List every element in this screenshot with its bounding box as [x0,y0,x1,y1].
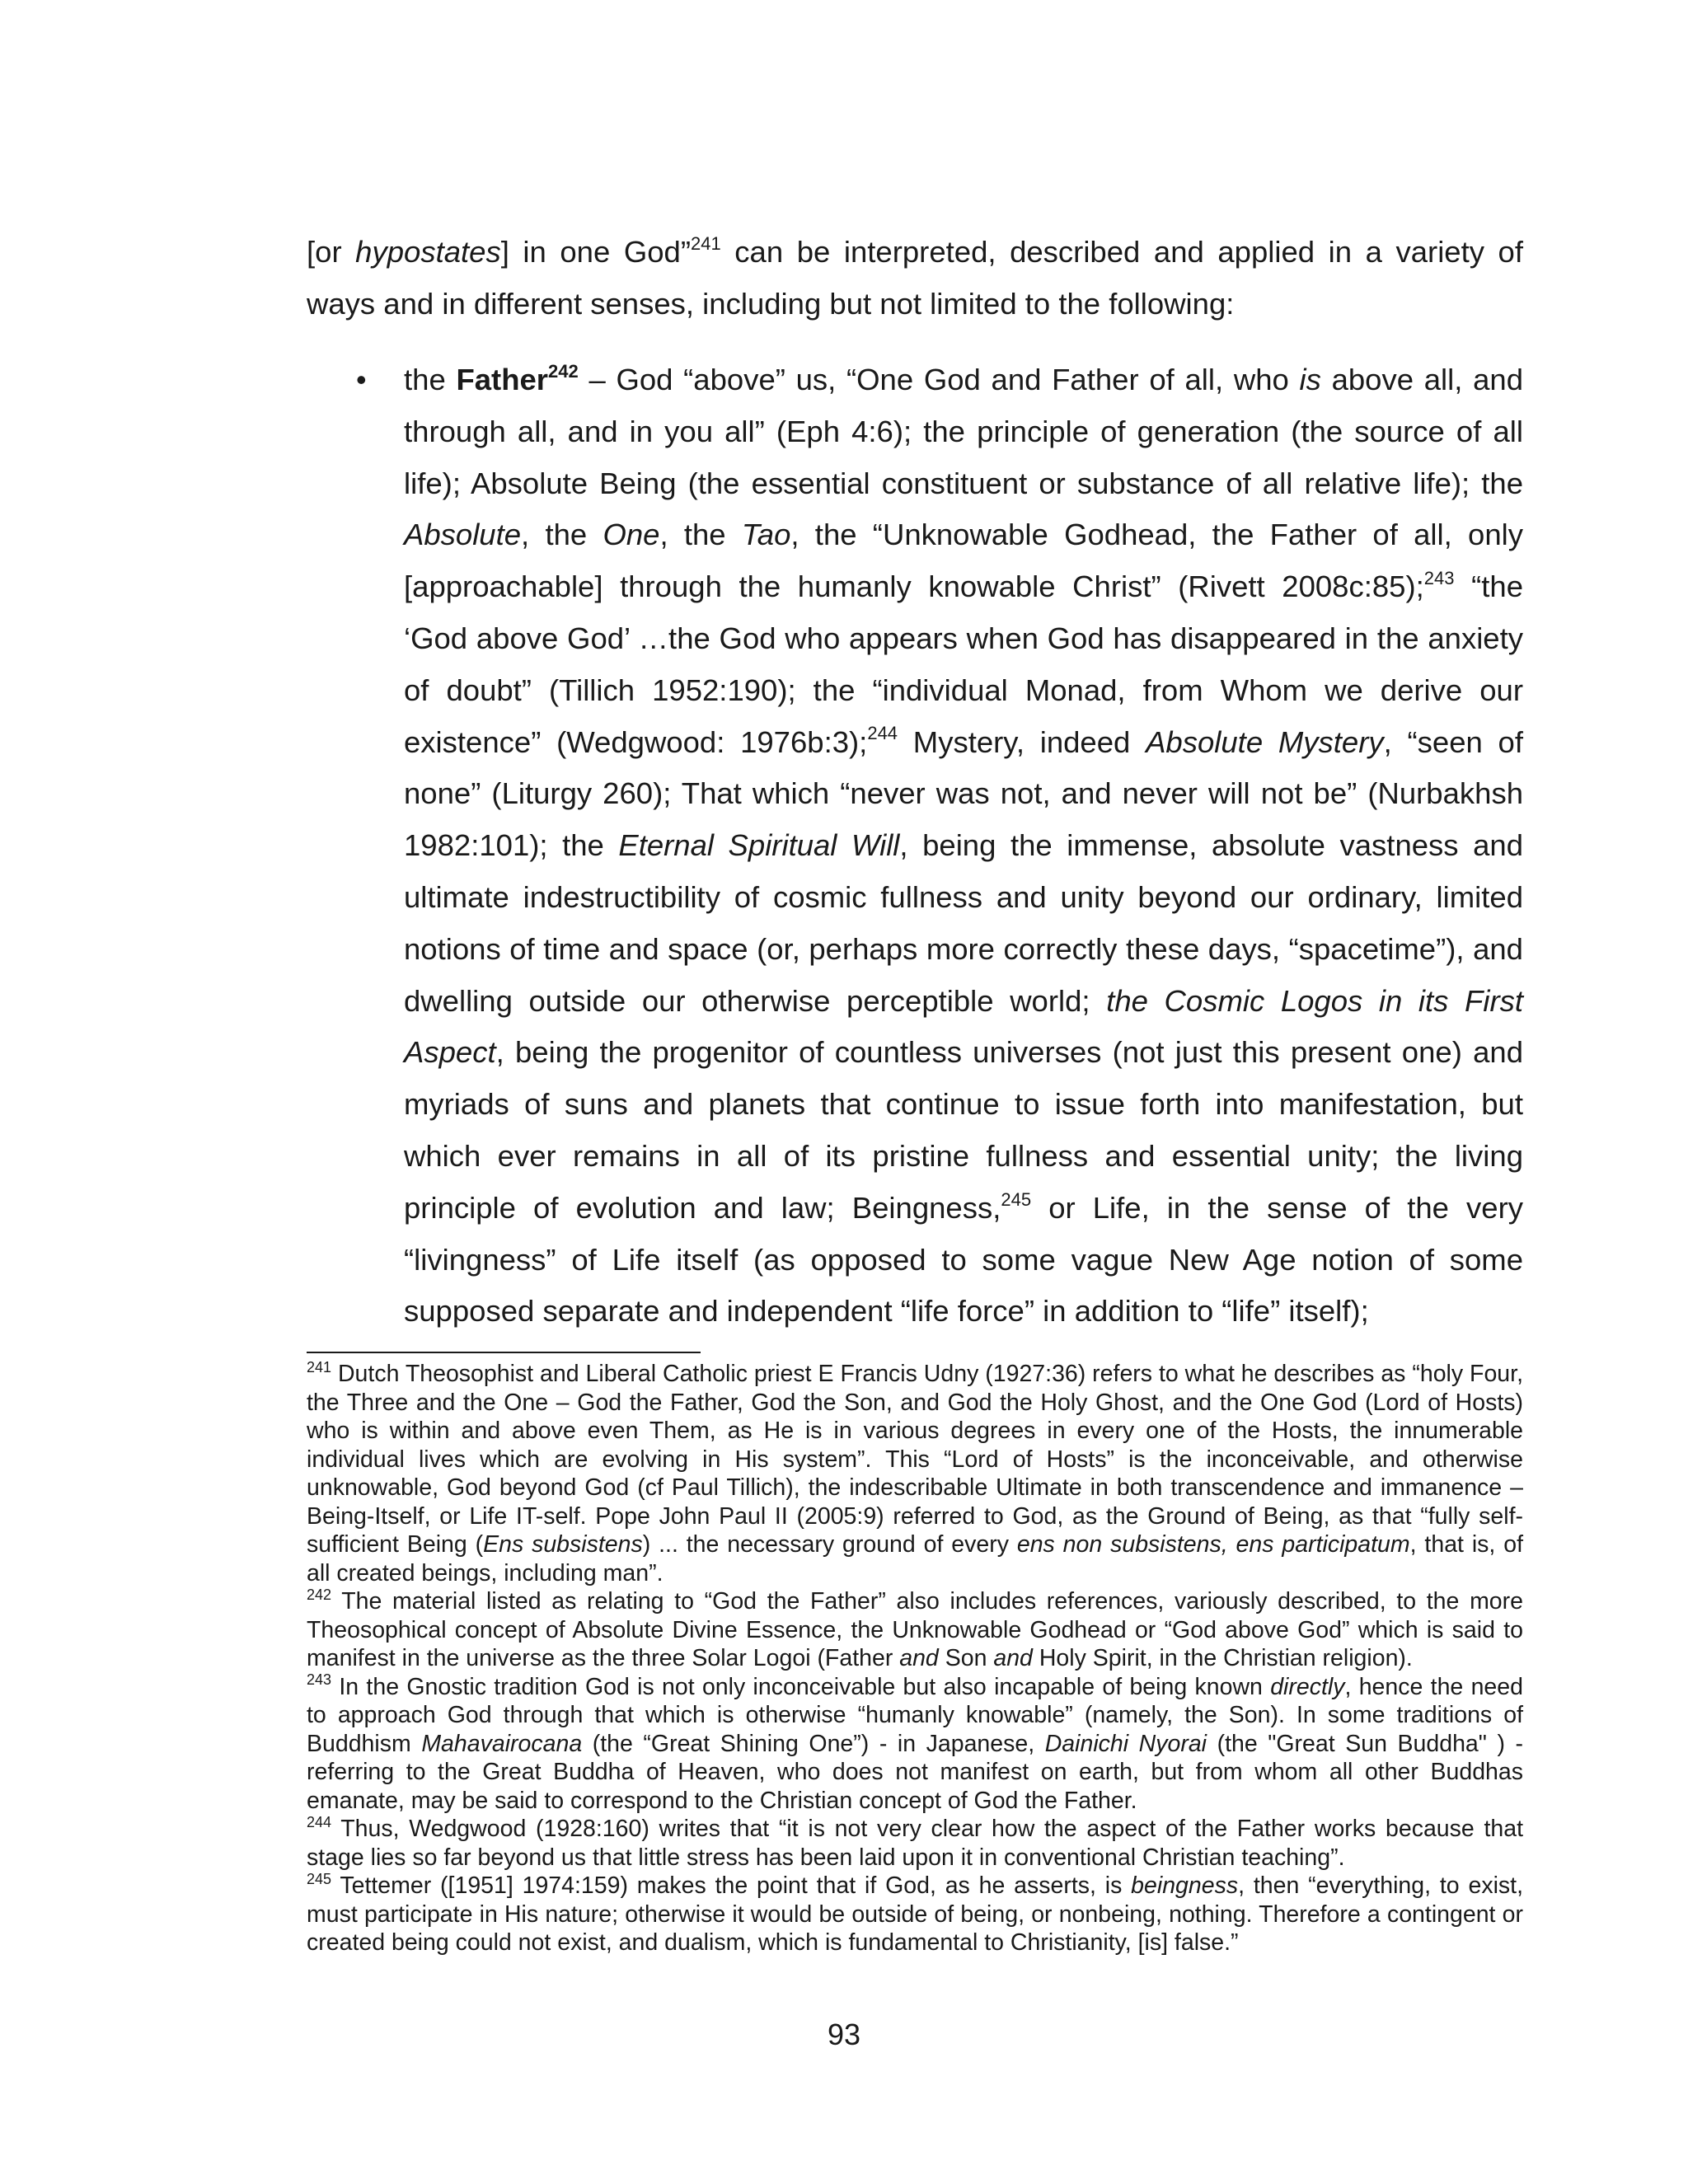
text-run-italic: Ens subsistens [483,1531,643,1558]
text-run: , being the immense, absolute vastness and ultimate indestructibility of cosmic fullness and unity beyond our ordinary, limited notions of time and space (or, perhaps more correctly these days, “spacetime”), and dwelling outside our otherwise perceptible world; [404,828,1523,1018]
text-run-bold: Father [456,363,549,396]
text-run: , hence the need to approach God through that which is otherwise “humanly knowable” (namely, the Son). In some traditions of Buddhism [307,1673,1523,1757]
intro-paragraph [307,227,1523,330]
text-run: Holy Spirit, in the Christian religion). [1032,1645,1413,1671]
text-run: [or [307,235,356,269]
footnote-241 [307,1360,1523,1587]
text-run: , “seen of none” (Liturgy 260); That which “never was not, and never will not be” (Nurbakhsh 1982:101); the [404,724,1523,863]
text-run-italic: Tao [741,518,791,552]
text-run-italic: directly [1270,1673,1345,1700]
text-run: Dutch Theosophist and Liberal Catholic priest E Francis Udny (1927:36) refers to what he describes as “holy Four, the Three and the One – God the Father, God the Son, and God the Holy Ghost, and the One God (Lord of Hosts) who is within and above even Them, as He is in various degrees in every one of the Hosts, the innumerable individual lives which are evolving in His system”. This “Lord of Hosts” is the inconceivable, and otherwise unknowable, God beyond God (cf Paul Tillich), the indescribable Ultimate in both transcendence and immanence – Being-Itself, or Life IT-self. Pope John Paul II (2005:9) referred to God, as the Ground of Being, as that “fully self-sufficient Being ( [307,1361,1523,1558]
text-run-italic: beingness [1131,1872,1239,1899]
text-run: ) ... the necessary ground of every [642,1531,1017,1558]
footnote-243 [307,1673,1523,1816]
text-run: , that is, of all created beings, including man”. [307,1531,1523,1586]
footnote-ref-245[interactable]: 245 [1001,1188,1032,1210]
text-run-italic: hypostates [355,235,501,269]
footnote-ref-244[interactable]: 244 [867,723,898,744]
text-run-italic: Eternal Spiritual Will [618,828,900,863]
bullet-marker: • [356,363,367,396]
footnote-number: 242 [307,1586,332,1603]
text-run-italic: Absolute [404,518,522,552]
text-run: (the “Great Shining One”) - in Japanese, [582,1730,1045,1757]
footnote-number: 243 [307,1671,332,1688]
footnote-244 [307,1815,1523,1872]
bullet-item-father [356,354,1523,1338]
footnote-separator [307,1352,701,1353]
text-run: or Life, in the sense of the very “livingness” of Life itself (as opposed to some vague New Age notion of some supposed separate and independent “life force” in addition to “life” itself); [404,1190,1523,1329]
footnote-242 [307,1587,1523,1673]
text-run-italic: One [603,518,660,552]
text-run: , then “everything, to exist, must participate in His nature; otherwise it would be outside of being, or nonbeing, nothing. Therefore a contingent or created being could not exist, and dualism, which is fundamental to Christianity, [is] false.” [307,1872,1523,1956]
text-run-italic: the Cosmic Logos in its First Aspect [404,983,1523,1070]
text-run-italic: is [1299,363,1321,396]
text-run: the [404,363,457,396]
text-run: “the ‘God above God’ …the God who appears when God has disappeared in the anxiety of doubt” (Tillich 1952:190); the “individual Monad, from Whom we derive our existence” (Wedgwood: 1976b:3); [404,569,1523,759]
text-run: – God “above” us, “One God and Father of all, who [578,363,1300,396]
text-run: , being the progenitor of countless universes (not just this present one) and myriads of suns and planets that continue to issue forth into manifestation, but which ever remains in all of its pristine fullness and essential unity; the living principle of evolution and law; Beingness, [404,1035,1523,1225]
text-run-italic: and [993,1645,1033,1671]
text-run: , the [659,518,742,552]
footnote-245 [307,1872,1523,1957]
text-run: In the Gnostic tradition God is not only inconceivable but also incapable of being known [331,1673,1271,1700]
footnote-ref-242[interactable]: 242 [548,360,579,382]
footnote-number: 245 [307,1870,332,1887]
footnotes [307,1360,1523,1957]
text-run-italic: ens non subsistens, ens participatum [1016,1531,1410,1558]
footnote-ref-241[interactable]: 241 [691,232,721,254]
text-run: , the [521,518,603,552]
text-run: ] in one God” [500,235,691,269]
footnote-number: 244 [307,1813,332,1830]
text-run: Mystery, indeed [898,724,1146,759]
text-run-italic: Dainichi Nyorai [1044,1730,1207,1757]
text-run: (the "Great Sun Buddha" ) - referring to the Great Buddha of Heaven, who does not manifest on earth, but from whom all other Buddhas emanate, may be said to correspond to the Christian concept of God the Father. [307,1730,1524,1814]
text-run: Tettemer ([1951] 1974:159) makes the point that if God, as he asserts, is [331,1872,1132,1899]
footnote-number: 241 [307,1358,332,1376]
text-run: Thus, Wedgwood (1928:160) writes that “it is not very clear how the aspect of the Father works because that stage lies so far beyond us that little stress has been laid upon it in conventional Christian teaching”. [307,1816,1523,1871]
text-run-italic: Absolute Mystery [1146,724,1384,759]
text-run: above all, and through all, and in you all” (Eph 4:6); the principle of generation (the source of all life); Absolute Being (the essential constituent or substance of all relative life); the [404,363,1523,500]
text-run: Son [938,1645,994,1671]
text-run: The material listed as relating to “God the Father” also includes references, variously described, to the more Theosophical concept of Absolute Divine Essence, the Unknowable Godhead or “God above God” which is said to manifest in the universe as the three Solar Logoi (Father [307,1588,1523,1671]
text-run: can be interpreted, described and applied in a variety of ways and in different senses, including but not limited to the following: [307,235,1523,321]
text-run: , the “Unknowable Godhead, the Father of all, only [approachable] through the humanly knowable Christ” (Rivett 2008c:85); [404,518,1523,604]
text-run-italic: and [899,1645,939,1671]
text-run-italic: Mahavairocana [421,1730,583,1757]
page-number: 93 [827,2018,861,2051]
footnote-ref-243[interactable]: 243 [1423,568,1455,589]
